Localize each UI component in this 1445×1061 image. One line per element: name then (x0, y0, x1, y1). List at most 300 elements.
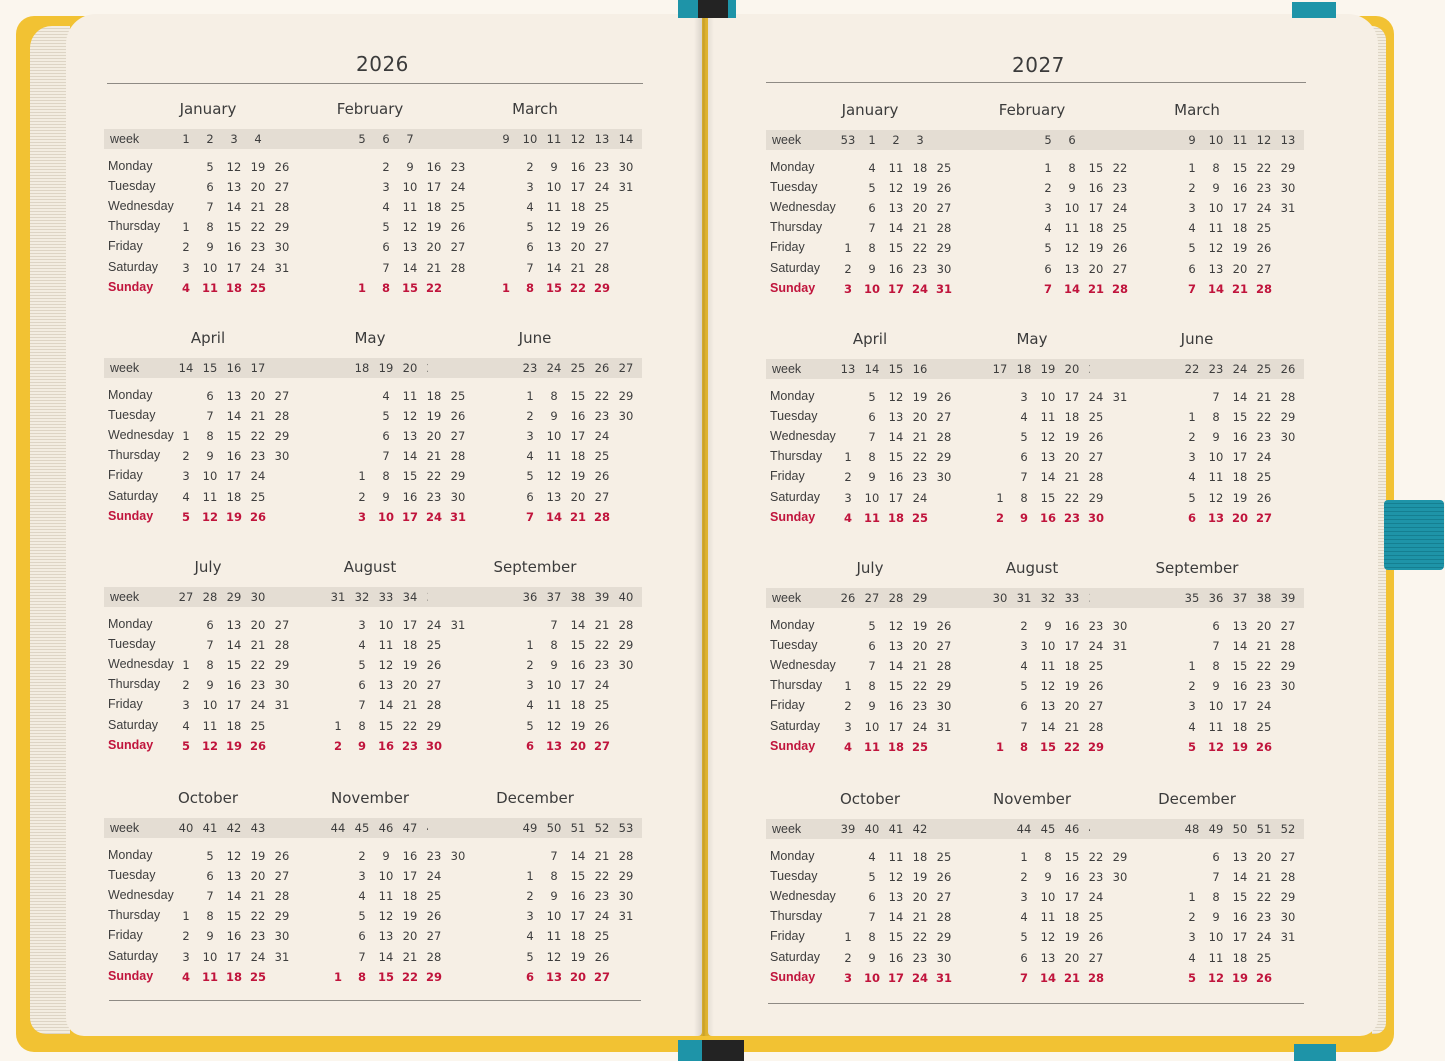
day-number[interactable]: 6 (868, 201, 876, 216)
day-number[interactable]: 23 (1088, 619, 1104, 633)
day-number[interactable]: 4 (1188, 221, 1196, 236)
day-number[interactable]: 16 (1088, 181, 1104, 196)
day-number[interactable]: 1 (501, 280, 510, 295)
day-number[interactable]: 19 (426, 220, 442, 235)
day-number[interactable]: 29 (936, 930, 952, 945)
day-number[interactable]: 14 (1039, 970, 1056, 985)
day-number[interactable]: 13 (226, 180, 242, 195)
day-number[interactable]: 25 (594, 929, 610, 944)
day-number[interactable]: 31 (936, 719, 952, 734)
day-number[interactable]: 5 (358, 909, 366, 924)
day-number[interactable]: 26 (594, 469, 610, 484)
day-number[interactable]: 23 (912, 470, 928, 485)
day-number[interactable]: 21 (402, 949, 418, 964)
day-number[interactable]: 3 (844, 490, 852, 505)
day-number[interactable]: 27 (936, 201, 952, 216)
day-number[interactable]: 16 (226, 929, 242, 944)
day-number[interactable]: 23 (594, 409, 610, 424)
day-number[interactable]: 1 (526, 389, 534, 403)
day-number[interactable]: 15 (402, 469, 418, 484)
day-number[interactable]: 19 (225, 738, 242, 753)
day-number[interactable]: 30 (936, 950, 952, 965)
day-number[interactable]: 22 (1063, 739, 1080, 754)
day-number[interactable]: 10 (1208, 699, 1224, 714)
day-number[interactable]: 23 (401, 738, 418, 753)
day-number[interactable]: 29 (936, 241, 952, 256)
day-number[interactable]: 19 (1232, 490, 1248, 505)
day-number[interactable]: 10 (546, 429, 562, 444)
day-number[interactable]: 29 (936, 679, 952, 694)
day-number[interactable]: 22 (250, 909, 266, 924)
day-number[interactable]: 27 (274, 618, 290, 632)
day-number[interactable]: 6 (1187, 510, 1196, 525)
day-number[interactable]: 28 (1088, 719, 1104, 734)
day-number[interactable]: 13 (1232, 850, 1248, 864)
day-number[interactable]: 17 (226, 698, 242, 713)
day-number[interactable]: 27 (1256, 261, 1272, 276)
day-number[interactable]: 28 (1088, 470, 1104, 485)
day-number[interactable]: 13 (378, 678, 394, 693)
day-number[interactable]: 26 (450, 220, 466, 235)
day-number[interactable]: 2 (844, 699, 852, 714)
day-number[interactable]: 12 (1040, 679, 1056, 694)
day-number[interactable]: 29 (593, 280, 610, 295)
day-number[interactable]: 3 (1020, 390, 1028, 404)
day-number[interactable]: 15 (401, 280, 418, 295)
day-number[interactable]: 7 (525, 509, 534, 524)
day-number[interactable]: 28 (1087, 970, 1104, 985)
day-number[interactable]: 25 (450, 389, 466, 403)
day-number[interactable]: 23 (1256, 679, 1272, 694)
day-number[interactable]: 26 (1255, 739, 1272, 754)
day-number[interactable]: 4 (526, 698, 534, 713)
day-number[interactable]: 11 (546, 449, 562, 464)
day-number[interactable]: 4 (182, 718, 190, 733)
day-number[interactable]: 6 (206, 618, 214, 632)
day-number[interactable]: 15 (545, 280, 562, 295)
day-number[interactable]: 3 (843, 970, 852, 985)
day-number[interactable]: 10 (864, 490, 880, 505)
day-number[interactable]: 1 (334, 718, 342, 733)
day-number[interactable]: 17 (888, 719, 904, 734)
day-number[interactable]: 6 (358, 929, 366, 944)
day-number[interactable]: 16 (888, 950, 904, 965)
day-number[interactable]: 21 (1064, 719, 1080, 734)
day-number[interactable]: 18 (1232, 950, 1248, 965)
day-number[interactable]: 18 (1064, 910, 1080, 925)
day-number[interactable]: 3 (1020, 890, 1028, 905)
day-number[interactable]: 18 (1232, 470, 1248, 485)
day-number[interactable]: 26 (1255, 970, 1272, 985)
day-number[interactable]: 29 (450, 469, 466, 484)
day-number[interactable]: 23 (426, 489, 442, 504)
day-number[interactable]: 8 (382, 469, 390, 484)
day-number[interactable]: 7 (550, 849, 558, 863)
day-number[interactable]: 24 (594, 678, 610, 693)
day-number[interactable]: 22 (1256, 890, 1272, 905)
day-number[interactable]: 6 (382, 240, 390, 255)
day-number[interactable]: 1 (844, 450, 852, 465)
day-number[interactable]: 8 (1212, 659, 1220, 674)
day-number[interactable]: 19 (570, 718, 586, 733)
day-number[interactable]: 6 (206, 180, 214, 195)
day-number[interactable]: 1 (182, 658, 190, 673)
day-number[interactable]: 7 (1187, 281, 1196, 296)
day-number[interactable]: 17 (888, 490, 904, 505)
day-number[interactable]: 9 (550, 658, 558, 673)
day-number[interactable]: 4 (358, 889, 366, 904)
day-number[interactable]: 27 (594, 489, 610, 504)
day-number[interactable]: 2 (1044, 181, 1052, 196)
day-number[interactable]: 12 (378, 658, 394, 673)
day-number[interactable]: 15 (888, 679, 904, 694)
day-number[interactable]: 3 (1020, 639, 1028, 654)
day-number[interactable]: 30 (1280, 181, 1296, 196)
day-number[interactable]: 6 (868, 890, 876, 905)
day-number[interactable]: 13 (546, 489, 562, 504)
day-number[interactable]: 21 (594, 618, 610, 632)
day-number[interactable]: 24 (1112, 201, 1128, 216)
day-number[interactable]: 28 (1255, 281, 1272, 296)
day-number[interactable]: 11 (888, 161, 904, 175)
day-number[interactable]: 26 (936, 390, 952, 404)
day-number[interactable]: 19 (402, 658, 418, 673)
day-number[interactable]: 13 (546, 240, 562, 255)
day-number[interactable]: 12 (1208, 490, 1224, 505)
day-number[interactable]: 8 (206, 909, 214, 924)
day-number[interactable]: 25 (911, 739, 928, 754)
day-number[interactable]: 6 (206, 389, 214, 403)
day-number[interactable]: 20 (1064, 450, 1080, 465)
day-number[interactable]: 26 (426, 909, 442, 924)
day-number[interactable]: 5 (1187, 739, 1196, 754)
day-number[interactable]: 16 (570, 658, 586, 673)
day-number[interactable]: 4 (182, 489, 190, 504)
day-number[interactable]: 3 (1188, 699, 1196, 714)
day-number[interactable]: 30 (618, 160, 634, 174)
day-number[interactable]: 15 (377, 969, 394, 984)
day-number[interactable]: 13 (545, 738, 562, 753)
day-number[interactable]: 13 (226, 618, 242, 632)
day-number[interactable]: 8 (206, 429, 214, 444)
day-number[interactable]: 21 (426, 260, 442, 275)
day-number[interactable]: 15 (570, 869, 586, 884)
day-number[interactable]: 27 (1088, 450, 1104, 465)
day-number[interactable]: 20 (250, 618, 266, 632)
day-number[interactable]: 7 (206, 889, 214, 904)
day-number[interactable]: 21 (569, 509, 586, 524)
day-number[interactable]: 22 (1256, 161, 1272, 175)
day-number[interactable]: 23 (1088, 870, 1104, 885)
day-number[interactable]: 28 (594, 260, 610, 275)
day-number[interactable]: 30 (1280, 679, 1296, 694)
day-number[interactable]: 3 (526, 678, 534, 693)
day-number[interactable]: 22 (1112, 161, 1128, 175)
day-number[interactable]: 14 (378, 698, 394, 713)
day-number[interactable]: 2 (182, 240, 190, 255)
day-number[interactable]: 17 (887, 281, 904, 296)
day-number[interactable]: 4 (382, 200, 390, 215)
day-number[interactable]: 15 (1088, 161, 1104, 175)
day-number[interactable]: 10 (202, 949, 218, 964)
day-number[interactable]: 12 (378, 909, 394, 924)
day-number[interactable]: 14 (1207, 281, 1224, 296)
day-number[interactable]: 9 (382, 849, 390, 863)
day-number[interactable]: 25 (1256, 719, 1272, 734)
day-number[interactable]: 9 (550, 160, 558, 174)
day-number[interactable]: 3 (526, 909, 534, 924)
day-number[interactable]: 16 (426, 160, 442, 174)
day-number[interactable]: 16 (570, 889, 586, 904)
day-number[interactable]: 25 (250, 489, 266, 504)
day-number[interactable]: 27 (1088, 699, 1104, 714)
day-number[interactable]: 8 (868, 930, 876, 945)
day-number[interactable]: 28 (618, 849, 634, 863)
day-number[interactable]: 1 (1020, 850, 1028, 864)
day-number[interactable]: 18 (912, 850, 928, 864)
day-number[interactable]: 29 (425, 969, 442, 984)
day-number[interactable]: 9 (206, 929, 214, 944)
day-number[interactable]: 11 (546, 200, 562, 215)
day-number[interactable]: 22 (1088, 850, 1104, 864)
day-number[interactable]: 29 (1088, 490, 1104, 505)
day-number[interactable]: 19 (1232, 241, 1248, 256)
day-number[interactable]: 18 (226, 489, 242, 504)
day-number[interactable]: 12 (201, 738, 218, 753)
day-number[interactable]: 6 (206, 869, 214, 884)
day-number[interactable]: 20 (1232, 261, 1248, 276)
day-number[interactable]: 18 (570, 929, 586, 944)
day-number[interactable]: 24 (250, 698, 266, 713)
day-number[interactable]: 31 (1112, 639, 1128, 654)
day-number[interactable]: 31 (274, 260, 290, 275)
day-number[interactable]: 1 (995, 739, 1004, 754)
day-number[interactable]: 8 (1044, 850, 1052, 864)
day-number[interactable]: 15 (1232, 410, 1248, 425)
day-number[interactable]: 11 (1208, 719, 1224, 734)
day-number[interactable]: 28 (274, 200, 290, 215)
day-number[interactable]: 20 (912, 410, 928, 425)
day-number[interactable]: 17 (402, 869, 418, 884)
day-number[interactable]: 29 (618, 638, 634, 653)
day-number[interactable]: 7 (1212, 390, 1220, 404)
day-number[interactable]: 11 (1208, 470, 1224, 485)
day-number[interactable]: 7 (1212, 639, 1220, 654)
day-number[interactable]: 22 (1064, 490, 1080, 505)
day-number[interactable]: 22 (594, 638, 610, 653)
day-number[interactable]: 18 (402, 638, 418, 653)
day-number[interactable]: 14 (1232, 639, 1248, 654)
day-number[interactable]: 17 (426, 180, 442, 195)
day-number[interactable]: 1 (996, 490, 1004, 505)
day-number[interactable]: 27 (426, 929, 442, 944)
day-number[interactable]: 11 (1040, 659, 1056, 674)
day-number[interactable]: 7 (382, 260, 390, 275)
day-number[interactable]: 11 (1208, 950, 1224, 965)
day-number[interactable]: 5 (868, 619, 876, 633)
day-number[interactable]: 28 (618, 618, 634, 632)
day-number[interactable]: 19 (426, 409, 442, 424)
day-number[interactable]: 5 (526, 469, 534, 484)
day-number[interactable]: 3 (844, 719, 852, 734)
day-number[interactable]: 27 (593, 969, 610, 984)
day-number[interactable]: 24 (450, 180, 466, 195)
day-number[interactable]: 26 (1256, 241, 1272, 256)
day-number[interactable]: 21 (1256, 639, 1272, 654)
day-number[interactable]: 18 (402, 889, 418, 904)
day-number[interactable]: 26 (1088, 930, 1104, 945)
day-number[interactable]: 31 (274, 698, 290, 713)
day-number[interactable]: 4 (1020, 910, 1028, 925)
day-number[interactable]: 9 (550, 409, 558, 424)
day-number[interactable]: 27 (274, 869, 290, 884)
day-number[interactable]: 22 (250, 658, 266, 673)
day-number[interactable]: 17 (570, 678, 586, 693)
day-number[interactable]: 23 (250, 240, 266, 255)
day-number[interactable]: 24 (1256, 930, 1272, 945)
day-number[interactable]: 21 (912, 430, 928, 445)
day-number[interactable]: 10 (546, 180, 562, 195)
day-number[interactable]: 27 (450, 240, 466, 255)
day-number[interactable]: 17 (570, 180, 586, 195)
day-number[interactable]: 17 (1064, 390, 1080, 404)
day-number[interactable]: 7 (382, 449, 390, 464)
day-number[interactable]: 9 (868, 470, 876, 485)
day-number[interactable]: 31 (274, 949, 290, 964)
day-number[interactable]: 5 (206, 849, 214, 863)
day-number[interactable]: 27 (593, 738, 610, 753)
day-number[interactable]: 20 (1088, 261, 1104, 276)
day-number[interactable]: 21 (250, 409, 266, 424)
day-number[interactable]: 13 (545, 969, 562, 984)
day-number[interactable]: 26 (249, 509, 266, 524)
day-number[interactable]: 8 (550, 869, 558, 884)
day-number[interactable]: 17 (401, 509, 418, 524)
day-number[interactable]: 2 (844, 950, 852, 965)
day-number[interactable]: 2 (526, 409, 534, 424)
day-number[interactable]: 12 (1040, 930, 1056, 945)
day-number[interactable]: 26 (450, 409, 466, 424)
day-number[interactable]: 2 (526, 658, 534, 673)
day-number[interactable]: 25 (594, 449, 610, 464)
day-number[interactable]: 12 (402, 409, 418, 424)
day-number[interactable]: 3 (182, 469, 190, 484)
day-number[interactable]: 18 (570, 200, 586, 215)
day-number[interactable]: 9 (206, 678, 214, 693)
day-number[interactable]: 19 (1231, 970, 1248, 985)
day-number[interactable]: 17 (570, 429, 586, 444)
day-number[interactable]: 11 (202, 489, 218, 504)
day-number[interactable]: 21 (1064, 470, 1080, 485)
day-number[interactable]: 9 (1019, 510, 1028, 525)
day-number[interactable]: 21 (594, 849, 610, 863)
day-number[interactable]: 14 (546, 260, 562, 275)
day-number[interactable]: 12 (888, 619, 904, 633)
day-number[interactable]: 8 (357, 969, 366, 984)
day-number[interactable]: 13 (402, 429, 418, 444)
day-number[interactable]: 12 (888, 870, 904, 885)
day-number[interactable]: 18 (426, 200, 442, 215)
day-number[interactable]: 31 (1112, 390, 1128, 404)
day-number[interactable]: 18 (1088, 221, 1104, 236)
day-number[interactable]: 8 (525, 280, 534, 295)
day-number[interactable]: 10 (378, 618, 394, 632)
day-number[interactable]: 16 (888, 470, 904, 485)
day-number[interactable]: 2 (526, 160, 534, 174)
day-number[interactable]: 10 (546, 909, 562, 924)
day-number[interactable]: 13 (1208, 261, 1224, 276)
day-number[interactable]: 5 (1187, 970, 1196, 985)
day-number[interactable]: 6 (868, 639, 876, 654)
day-number[interactable]: 7 (1020, 719, 1028, 734)
day-number[interactable]: 11 (546, 929, 562, 944)
day-number[interactable]: 21 (402, 698, 418, 713)
day-number[interactable]: 1 (844, 679, 852, 694)
day-number[interactable]: 16 (377, 738, 394, 753)
day-number[interactable]: 25 (594, 698, 610, 713)
day-number[interactable]: 17 (1064, 890, 1080, 905)
day-number[interactable]: 10 (202, 260, 218, 275)
day-number[interactable]: 2 (182, 449, 190, 464)
day-number[interactable]: 8 (868, 450, 876, 465)
day-number[interactable]: 3 (182, 949, 190, 964)
day-number[interactable]: 18 (912, 161, 928, 175)
day-number[interactable]: 12 (402, 220, 418, 235)
day-number[interactable]: 24 (594, 909, 610, 924)
day-number[interactable]: 14 (402, 260, 418, 275)
day-number[interactable]: 28 (274, 889, 290, 904)
day-number[interactable]: 7 (206, 200, 214, 215)
day-number[interactable]: 23 (912, 950, 928, 965)
day-number[interactable]: 30 (618, 889, 634, 904)
day-number[interactable]: 28 (274, 638, 290, 653)
day-number[interactable]: 14 (226, 638, 242, 653)
day-number[interactable]: 31 (449, 509, 466, 524)
day-number[interactable]: 23 (594, 160, 610, 174)
day-number[interactable]: 11 (546, 698, 562, 713)
day-number[interactable]: 19 (570, 949, 586, 964)
day-number[interactable]: 23 (1063, 510, 1080, 525)
day-number[interactable]: 11 (1208, 221, 1224, 236)
day-number[interactable]: 4 (1020, 659, 1028, 674)
day-number[interactable]: 10 (864, 719, 880, 734)
day-number[interactable]: 28 (1280, 639, 1296, 654)
day-number[interactable]: 27 (936, 639, 952, 654)
day-number[interactable]: 12 (546, 718, 562, 733)
day-number[interactable]: 5 (358, 658, 366, 673)
day-number[interactable]: 8 (550, 389, 558, 403)
day-number[interactable]: 30 (425, 738, 442, 753)
day-number[interactable]: 4 (526, 449, 534, 464)
day-number[interactable]: 26 (594, 718, 610, 733)
day-number[interactable]: 18 (225, 969, 242, 984)
day-number[interactable]: 4 (1044, 221, 1052, 236)
bookmark-ribbon-bottom-right[interactable] (1294, 1044, 1336, 1061)
day-number[interactable]: 18 (426, 389, 442, 403)
day-number[interactable]: 1 (333, 969, 342, 984)
day-number[interactable]: 19 (912, 181, 928, 196)
day-number[interactable]: 15 (1232, 890, 1248, 905)
day-number[interactable]: 5 (206, 160, 214, 174)
day-number[interactable]: 24 (250, 949, 266, 964)
day-number[interactable]: 9 (868, 261, 876, 276)
day-number[interactable]: 7 (206, 638, 214, 653)
day-number[interactable]: 23 (426, 849, 442, 863)
day-number[interactable]: 6 (526, 489, 534, 504)
day-number[interactable]: 25 (426, 889, 442, 904)
day-number[interactable]: 12 (226, 849, 242, 863)
day-number[interactable]: 28 (936, 910, 952, 925)
